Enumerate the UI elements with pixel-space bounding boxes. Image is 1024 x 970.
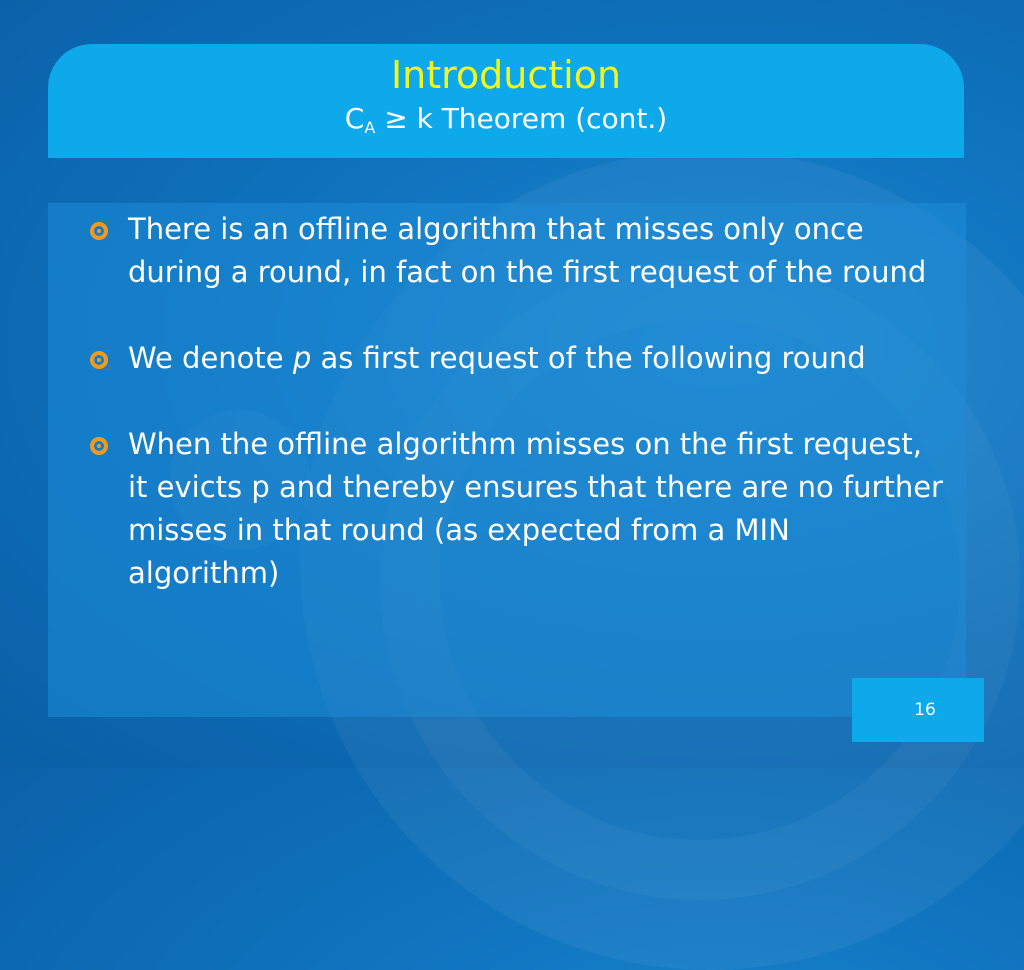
title-block [48, 52, 964, 145]
bullet-text: There is an offline algorithm that misses only once during a round, in fact on the first request of the round [128, 212, 927, 289]
bullet-item [88, 208, 948, 294]
bullet-text-after: as first request of the following round [311, 341, 866, 375]
slide-title: Introduction [390, 53, 622, 97]
bullet-item [88, 423, 948, 595]
subtitle-main: C [344, 102, 365, 135]
bullet-icon [90, 351, 108, 369]
bullet-icon [90, 222, 108, 240]
bullet-text: When the offline algorithm misses on the first request, it evicts p and thereby ensures that there are no further misses in that round (as expected from a MIN algorithm) [128, 427, 943, 590]
bullet-text-before: We denote [128, 341, 293, 375]
page-number: 16 [914, 700, 936, 720]
slide-subtitle [48, 102, 964, 145]
bullet-list [88, 208, 948, 595]
bullet-icon [90, 437, 108, 455]
subtitle-subscript: A [364, 118, 376, 137]
subtitle-rest: ≥ k Theorem (cont.) [375, 102, 668, 135]
bullet-text-italic: p [292, 341, 312, 375]
bullet-item [88, 337, 948, 380]
